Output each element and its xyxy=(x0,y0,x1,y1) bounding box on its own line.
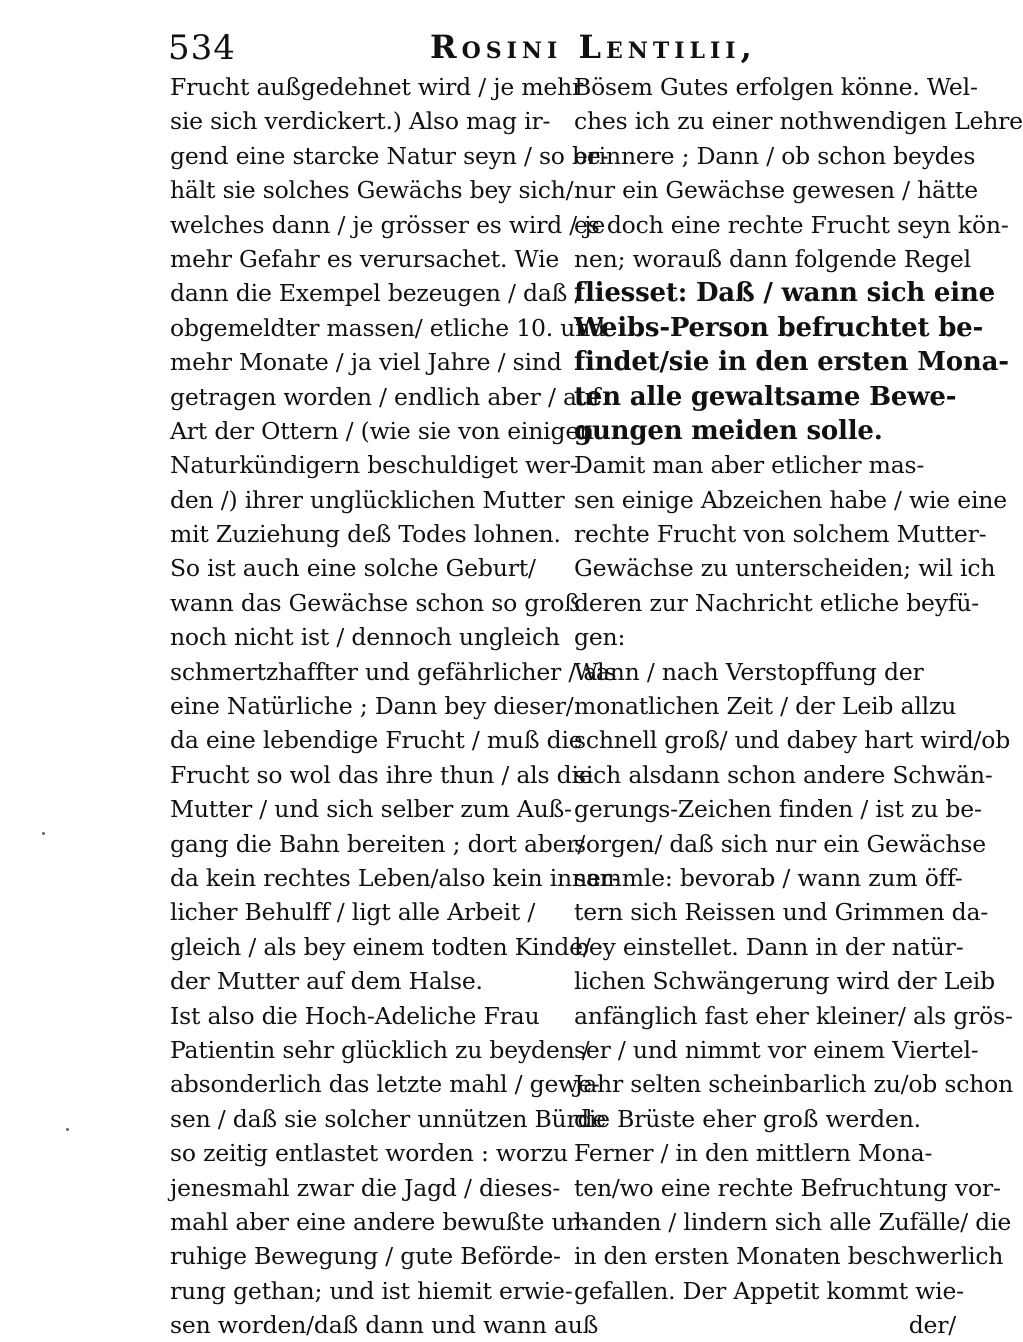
text-line: den /) ihrer unglücklichen Mutter xyxy=(170,485,565,514)
text-line: Damit man aber etlicher mas- xyxy=(574,451,925,480)
running-title: Rosini Lentilii, xyxy=(430,28,757,66)
text-line: mahl aber eine andere bewußte un- xyxy=(170,1207,590,1236)
text-line: gleich / als bey einem todten Kinde/ xyxy=(170,932,591,961)
text-line: Art der Ottern / (wie sie von einigen xyxy=(170,416,594,445)
text-line: schnell groß/ und dabey hart wird/ob xyxy=(574,726,1011,755)
text-line: gungen meiden solle. xyxy=(574,415,883,446)
text-line: Weibs-Person befruchtet be- xyxy=(574,312,984,343)
text-line: gerungs-Zeichen finden / ist zu be- xyxy=(574,795,982,824)
text-line: getragen worden / endlich aber / auf xyxy=(170,382,601,411)
text-line: mehr Gefahr es verursachet. Wie xyxy=(170,244,560,273)
text-line: gend eine starcke Natur seyn / so be- xyxy=(170,141,609,170)
text-line: dann die Exempel bezeugen / daß / xyxy=(170,279,583,308)
text-line: ser / und nimmt vor einem Viertel- xyxy=(574,1035,979,1064)
text-line: sorgen/ daß sich nur ein Gewächse xyxy=(574,829,986,858)
text-line: So ist auch eine solche Geburt/ xyxy=(170,554,536,583)
text-line: nen; worauß dann folgende Regel xyxy=(574,244,971,273)
page-number: 534 xyxy=(168,28,236,68)
text-line: absonderlich das letzte mahl / gewe- xyxy=(170,1070,600,1099)
text-line: nur ein Gewächse gewesen / hätte xyxy=(574,176,979,205)
text-line: tern sich Reissen und Grimmen da- xyxy=(574,898,989,927)
text-line: ten alle gewaltsame Bewe- xyxy=(574,381,957,412)
text-line: gang die Bahn bereiten ; dort aber/ xyxy=(170,829,586,858)
text-line: Gewächse zu unterscheiden; wil ich xyxy=(574,554,996,583)
text-line: sen einige Abzeichen habe / wie eine xyxy=(574,485,1007,514)
scan-speck xyxy=(66,1128,69,1131)
text-line: sammle: bevorab / wann zum öff- xyxy=(574,863,963,892)
text-line: da kein rechtes Leben/also kein inner- xyxy=(170,863,620,892)
text-line: noch nicht ist / dennoch ungleich xyxy=(170,623,560,652)
text-line: Mutter / und sich selber zum Auß- xyxy=(170,795,572,824)
text-line: Ferner / in den mittlern Mona- xyxy=(574,1139,933,1168)
text-line: rechte Frucht von solchem Mutter- xyxy=(574,520,987,549)
text-line: eine Natürliche ; Dann bey dieser/ xyxy=(170,692,574,721)
text-line: da eine lebendige Frucht / muß die xyxy=(170,726,583,755)
text-line: schmertzhaffter und gefährlicher / als xyxy=(170,657,617,686)
text-line: deren zur Nachricht etliche beyfü- xyxy=(574,588,980,617)
text-line: in den ersten Monaten beschwerlich xyxy=(574,1242,1004,1271)
scan-speck xyxy=(42,832,45,835)
text-line: gen: xyxy=(574,623,626,652)
text-line: bey einstellet. Dann in der natür- xyxy=(574,932,964,961)
text-line: Patientin sehr glücklich zu beyden / xyxy=(170,1035,590,1064)
text-line: der Mutter auf dem Halse. xyxy=(170,967,483,996)
text-line: obgemeldter massen/ etliche 10. und xyxy=(170,313,606,342)
text-line: Naturkündigern beschuldiget wer- xyxy=(170,451,578,480)
catchword: der/ xyxy=(908,1311,956,1340)
text-line: Wann / nach Verstopffung der xyxy=(574,657,924,686)
left-text-column xyxy=(170,70,620,1342)
text-line: Frucht so wol das ihre thun / als die xyxy=(170,760,593,789)
text-line: Frucht außgedehnet wird / je mehr xyxy=(170,73,584,101)
text-line: rung gethan; und ist hiemit erwie- xyxy=(170,1276,573,1305)
text-line: jenesmahl zwar die Jagd / dieses- xyxy=(170,1173,561,1202)
text-line: ten/wo eine rechte Befruchtung vor- xyxy=(574,1173,1001,1202)
text-line: handen / lindern sich alle Zufälle/ die xyxy=(574,1207,1012,1236)
text-line: sich alsdann schon andere Schwän- xyxy=(574,760,993,789)
text-line: mehr Monate / ja viel Jahre / sind xyxy=(170,348,562,377)
text-line: Jahr selten scheinbarlich zu/ob schon xyxy=(574,1070,1014,1099)
text-line: hält sie solches Gewächs bey sich/ xyxy=(170,176,574,205)
text-line: lichen Schwängerung wird der Leib xyxy=(574,967,995,996)
text-line: es doch eine rechte Frucht seyn kön- xyxy=(574,210,1009,239)
text-line: monatlichen Zeit / der Leib allzu xyxy=(574,692,957,721)
text-line: findet/sie in den ersten Mona- xyxy=(574,347,1009,378)
text-line: sen / daß sie solcher unnützen Bürde xyxy=(170,1104,607,1133)
text-line: licher Behulff / ligt alle Arbeit / xyxy=(170,898,536,927)
text-line: die Brüste eher groß werden. xyxy=(574,1104,921,1133)
text-line: gefallen. Der Appetit kommt wie- xyxy=(574,1276,964,1305)
text-line: sen worden/daß dann und wann auß xyxy=(170,1311,599,1340)
right-text-column xyxy=(574,70,1023,1342)
text-line: ruhige Bewegung / gute Beförde- xyxy=(170,1242,561,1271)
text-line: Bösem Gutes erfolgen könne. Wel- xyxy=(574,73,978,101)
text-line: erinnere ; Dann / ob schon beydes xyxy=(574,141,976,170)
text-line: ches ich zu einer nothwendigen Lehre xyxy=(574,107,1023,136)
text-line: sie sich verdickert.) Also mag ir- xyxy=(170,107,551,136)
text-line: mit Zuziehung deß Todes lohnen. xyxy=(170,520,561,549)
text-line: welches dann / je grösser es wird / je xyxy=(170,210,606,239)
text-line: so zeitig entlastet worden : worzu xyxy=(170,1139,568,1168)
page-header xyxy=(168,28,968,74)
text-line: fliesset: Daß / wann sich eine xyxy=(574,278,995,309)
text-line: wann das Gewächse schon so groß xyxy=(170,588,580,617)
text-line: anfänglich fast eher kleiner/ als grös- xyxy=(574,1001,1013,1030)
text-line: Ist also die Hoch-Adeliche Frau xyxy=(170,1001,540,1030)
